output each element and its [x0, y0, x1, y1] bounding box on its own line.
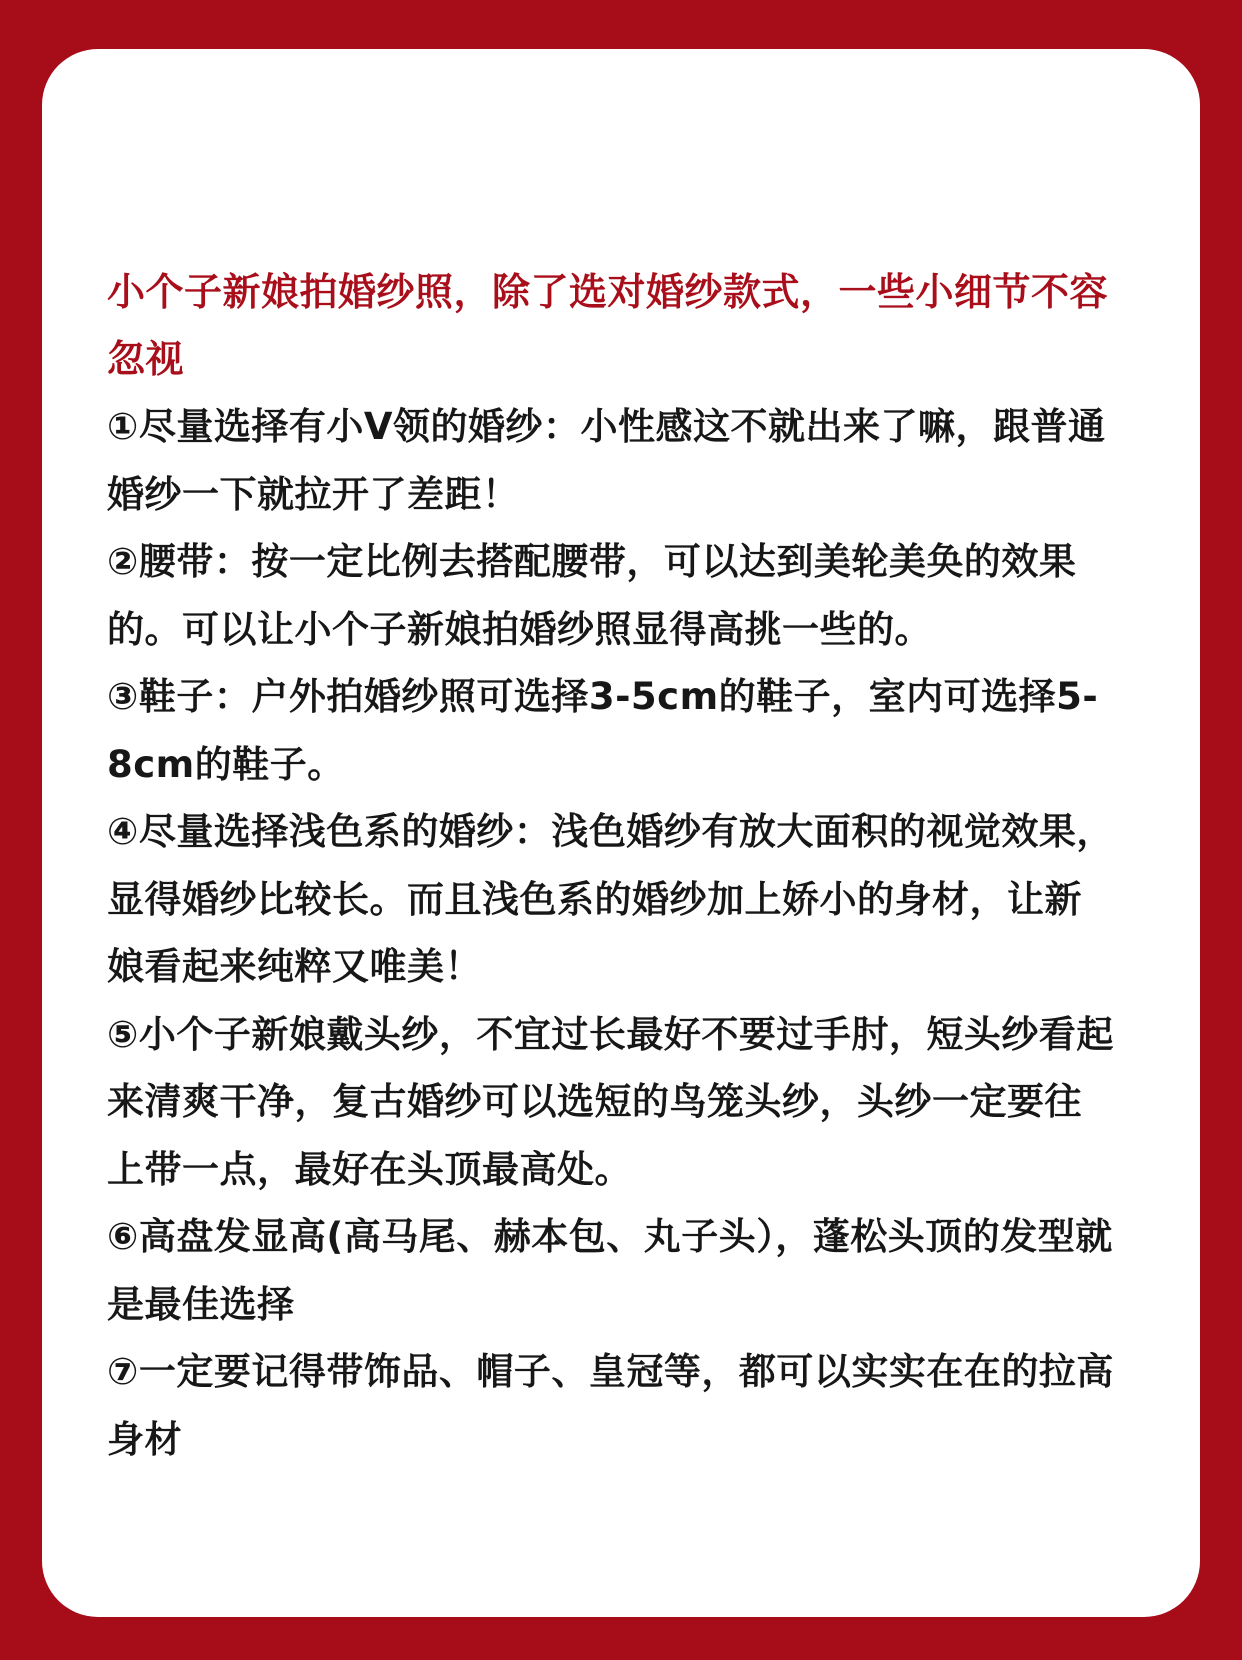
tip-item-6: ⑥高盘发显高(高马尾、赫本包、丸子头），蓬松头顶的发型就是最佳选择 [107, 1215, 1113, 1326]
content-card [42, 49, 1200, 1617]
article-title: 小个子新娘拍婚纱照，除了选对婚纱款式，一些小细节不容忽视 [107, 270, 1109, 381]
tip-item-1: ①尽量选择有小V领的婚纱：小性感这不就出来了嘛，跟普通婚纱一下就拉开了差距！ [107, 405, 1106, 516]
tips-list [107, 393, 1117, 1473]
tip-item-3: ③鞋子：户外拍婚纱照可选择3-5cm的鞋子，室内可选择5-8cm的鞋子。 [107, 675, 1099, 786]
article-content [107, 259, 1117, 1473]
tip-item-7: ⑦一定要记得带饰品、帽子、皇冠等，都可以实实在在的拉高身材 [107, 1350, 1114, 1461]
tip-item-4: ④尽量选择浅色系的婚纱：浅色婚纱有放大面积的视觉效果，显得婚纱比较长。而且浅色系的婚纱加上娇小的身材，让新娘看起来纯粹又唯美！ [107, 810, 1114, 988]
tip-item-2: ②腰带：按一定比例去搭配腰带，可以达到美轮美奂的效果的。可以让小个子新娘拍婚纱照显得高挑一些的。 [107, 540, 1077, 651]
tip-item-5: ⑤小个子新娘戴头纱，不宜过长最好不要过手肘，短头纱看起来清爽干净，复古婚纱可以选短的鸟笼头纱，头纱一定要往上带一点，最好在头顶最高处。 [107, 1012, 1114, 1191]
